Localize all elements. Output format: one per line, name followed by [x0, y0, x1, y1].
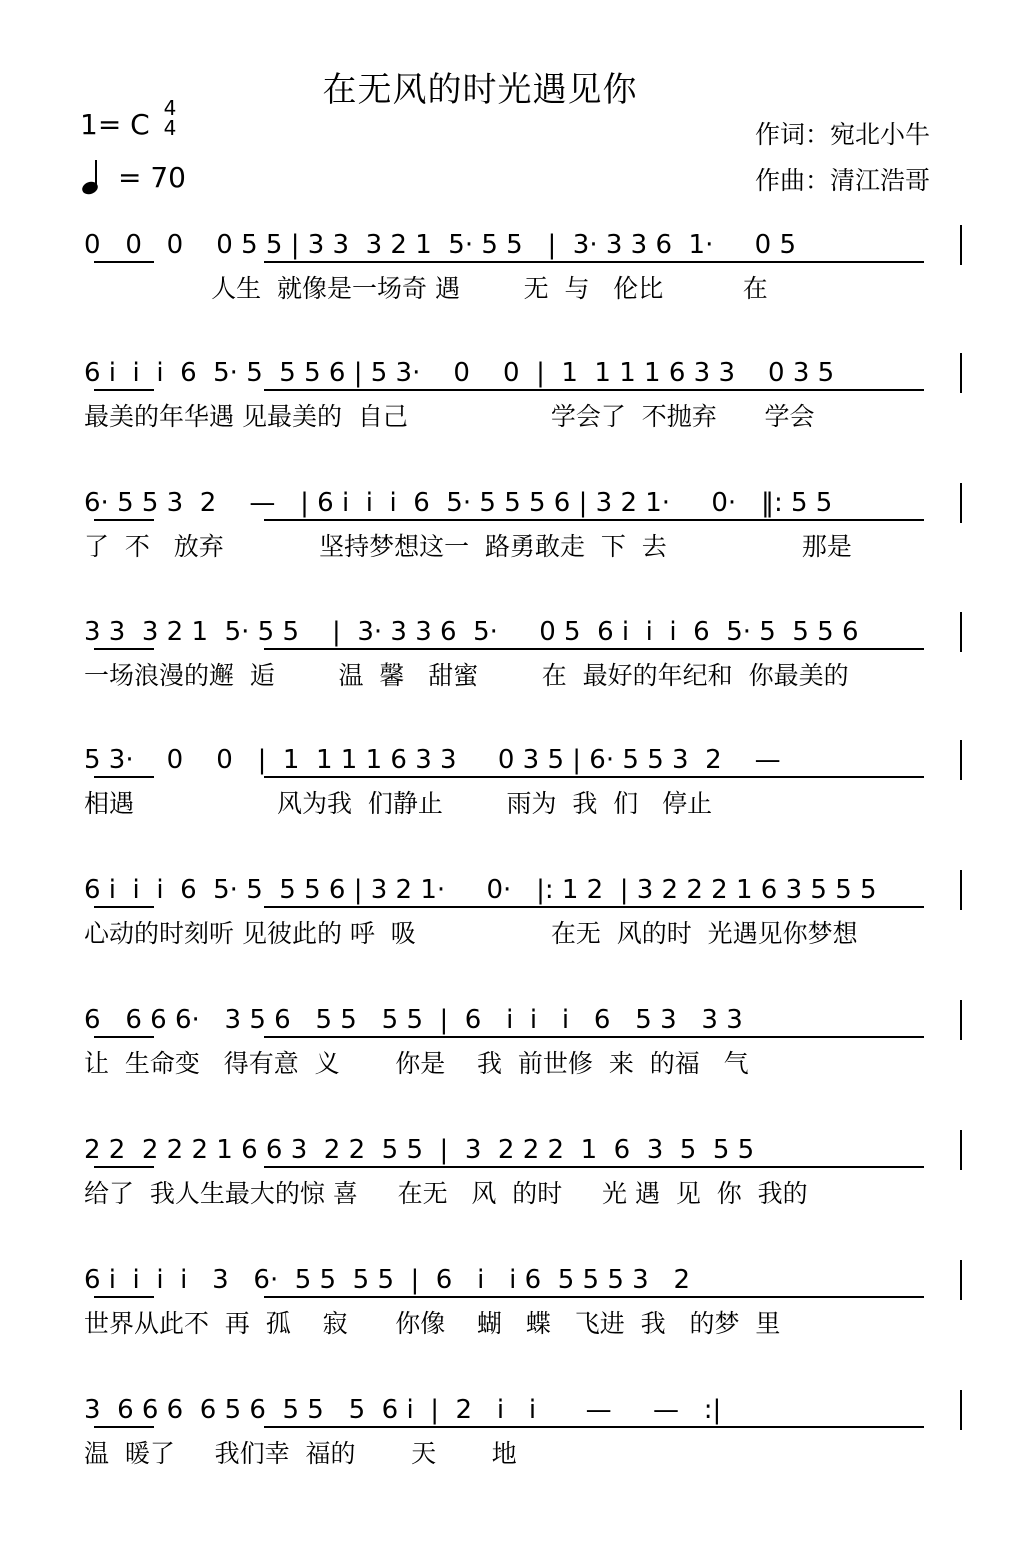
score-line [84, 353, 964, 453]
tempo-value: = 70 [118, 160, 186, 194]
score-line [84, 740, 964, 840]
score-line [84, 1130, 964, 1230]
bar-line [960, 612, 962, 652]
score-line [84, 1390, 964, 1490]
bar-line [960, 1260, 962, 1300]
bar-line [960, 870, 962, 910]
score-line [84, 483, 964, 583]
notation-row: 3 6 6 6 6 5 6 5 5 5 6 i | 2 i i — — :| [84, 1395, 722, 1425]
lyric-row: 一场浪漫的邂 逅 温 馨 甜蜜 在 最好的年纪和 你最美的 [84, 661, 849, 690]
time-signature [160, 98, 180, 138]
notation-row: 6 6 6 6· 3 5 6 5 5 5 5 | 6 i i i 6 5 3 3 3 [84, 1005, 743, 1035]
bar-line [960, 1000, 962, 1040]
bar-line [960, 740, 962, 780]
lyric-row: 人生 就像是一场奇 遇 无 与 伦比 在 [84, 274, 768, 303]
song-title: 在无风的时光遇见你 [322, 70, 638, 110]
credits [755, 112, 930, 204]
lyric-row: 相遇 风为我 们静止 雨为 我 们 停止 [84, 789, 713, 818]
notation-row: 6 i i i i 3 6· 5 5 5 5 | 6 i i 6 5 5 5 3 2 [84, 1265, 691, 1295]
tempo-marking [80, 160, 186, 194]
quarter-note-icon [80, 160, 102, 194]
time-signature-top: 4 [163, 96, 177, 120]
lyric-row: 给了 我人生最大的惊 喜 在无 风 的时 光 遇 见 你 我的 [84, 1179, 808, 1208]
lyricist: 作词：宛北小牛 [755, 120, 931, 149]
score-line [84, 225, 964, 325]
notation-row: 3 3 3 2 1 5· 5 5 | 3· 3 3 6 5· 0 5 6 i i i 6 5· 5 5 5 6 [84, 617, 859, 647]
bar-line [960, 1130, 962, 1170]
notation-row: 6· 5 5 3 2 — | 6 i i i 6 5· 5 5 5 6 | 3 2 1· 0· ‖: 5 5 [84, 488, 833, 518]
time-signature-bottom: 4 [163, 116, 177, 140]
score-line [84, 1260, 964, 1360]
key-signature: 1= C [80, 108, 150, 141]
bar-line [960, 1390, 962, 1430]
score-line [84, 870, 964, 970]
lyric-row: 了 不 放弃 坚持梦想这一 路勇敢走 下 去 那是 [84, 532, 852, 561]
lyric-row: 世界从此不 再 孤 寂 你像 蝴 蝶 飞进 我 的梦 里 [84, 1309, 781, 1338]
bar-line [960, 353, 962, 393]
notation-row: 6 i i i 6 5· 5 5 5 6 | 5 3· 0 0 | 1 1 1 1 6 3 3 0 3 5 [84, 358, 835, 388]
composer: 作曲：清江浩哥 [755, 166, 931, 195]
lyric-row: 让 生命变 得有意 义 你是 我 前世修 来 的福 气 [84, 1049, 749, 1078]
bar-line [960, 483, 962, 523]
lyric-row: 温 暖了 我们幸 福的 天 地 [84, 1439, 517, 1468]
lyric-row: 最美的年华遇 见最美的 自己 学会了 不抛弃 学会 [84, 402, 815, 431]
notation-row: 6 i i i 6 5· 5 5 5 6 | 3 2 1· 0· |: 1 2 | 3 2 2 2 1 6 3 5 5 5 [84, 875, 877, 905]
lyric-row: 心动的时刻听 见彼此的 呼 吸 在无 风的时 光遇见你梦想 [84, 919, 858, 948]
notation-row: 5 3· 0 0 | 1 1 1 1 6 3 3 0 3 5 | 6· 5 5 3 2 — [84, 745, 781, 775]
notation-row: 2 2 2 2 2 1 6 6 3 2 2 5 5 | 3 2 2 2 1 6 3 5 5 5 [84, 1135, 755, 1165]
bar-line [960, 225, 962, 265]
notation-row: 0 0 0 0 5 5 | 3 3 3 2 1 5· 5 5 | 3· 3 3 6 1· 0 5 [84, 230, 797, 260]
score-line [84, 612, 964, 712]
score-line [84, 1000, 964, 1100]
